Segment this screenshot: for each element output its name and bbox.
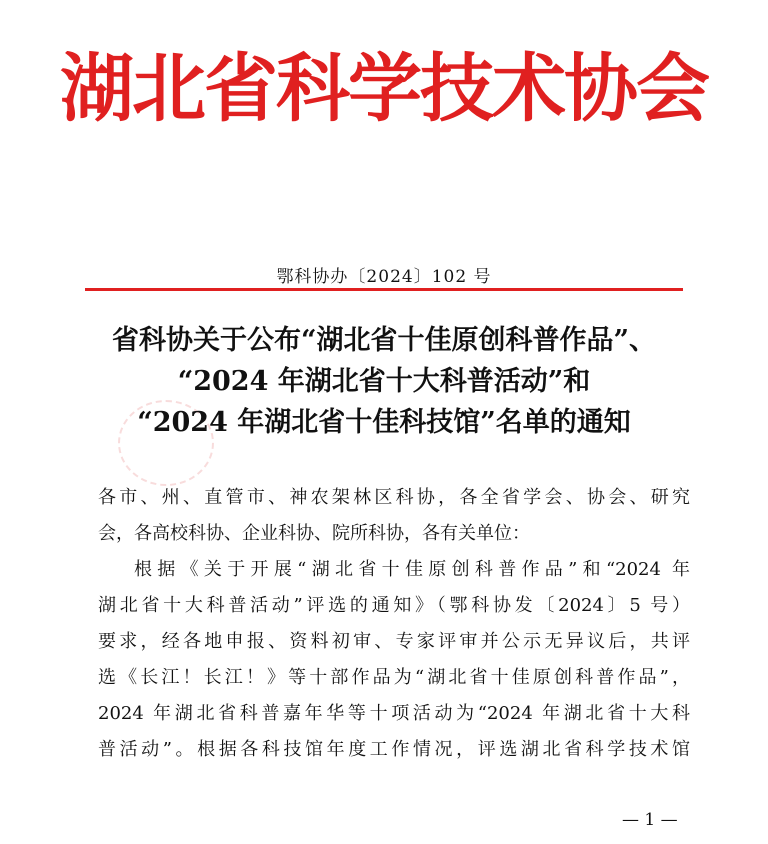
body-line-6: 选《长江！长江！》等十部作品为“湖北省十佳原创科普作品”，: [98, 667, 690, 688]
body-line-3: 根据《关于开展“湖北省十佳原创科普作品”和“2024 年: [134, 559, 690, 580]
body-line-4: 湖北省十大科普活动”评选的通知》（鄂科协发〔2024〕5 号）: [98, 595, 690, 616]
notice-body: [98, 480, 690, 768]
document-number: 鄂科协办〔2024〕102 号: [276, 267, 492, 287]
notice-title: [60, 320, 708, 443]
page-number: — 1 —: [622, 810, 678, 830]
title-line-1: 省科协关于公布“湖北省十佳原创科普作品”、: [111, 325, 657, 356]
body-line-1: 各市、州、直管市、神农架林区科协，各全省学会、协会、研究: [98, 487, 690, 508]
red-separator-rule: [85, 288, 683, 291]
title-line-2: “2024 年湖北省十大科普活动”和: [177, 366, 591, 397]
body-line-2: 会，各高校科协、企业科协、院所科协，各有关单位：: [98, 523, 530, 544]
body-line-7: 2024 年湖北省科普嘉年华等十项活动为“2024 年湖北省十大科: [98, 703, 690, 724]
body-line-8: 普活动”。根据各科技馆年度工作情况，评选湖北省科学技术馆: [98, 739, 690, 760]
title-line-3: “2024 年湖北省十佳科技馆”名单的通知: [137, 407, 631, 438]
issuing-organization-header: 湖北省科学技术协会: [60, 46, 708, 132]
body-line-5: 要求，经各地申报、资料初审、专家评审并公示无异议后，共评: [98, 631, 690, 652]
